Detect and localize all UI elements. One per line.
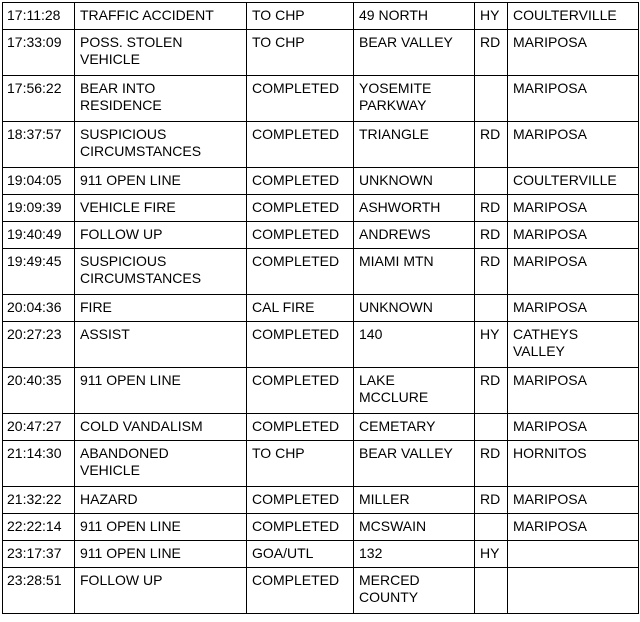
road-suffix-cell: HY — [475, 541, 508, 568]
location-cell: CEMETARY — [354, 414, 475, 441]
disposition-cell: COMPLETED — [247, 368, 354, 414]
location-cell: LAKE MCCLURE — [354, 368, 475, 414]
location-cell: ASHWORTH — [354, 195, 475, 222]
city-cell: MARIPOSA — [508, 76, 639, 122]
location-cell: BEAR VALLEY — [354, 441, 475, 487]
disposition-cell: TO CHP — [247, 441, 354, 487]
road-suffix-cell: RD — [475, 441, 508, 487]
disposition-cell: COMPLETED — [247, 76, 354, 122]
road-suffix-cell: RD — [475, 487, 508, 514]
disposition-cell: COMPLETED — [247, 122, 354, 168]
time-cell: 17:33:09 — [3, 30, 75, 76]
table-row — [3, 414, 639, 441]
call-type-cell: SUSPICIOUS CIRCUMSTANCES — [75, 249, 247, 295]
disposition-cell: COMPLETED — [247, 568, 354, 614]
time-cell: 17:11:28 — [3, 3, 75, 30]
call-type-cell: POSS. STOLEN VEHICLE — [75, 30, 247, 76]
table-row — [3, 295, 639, 322]
road-suffix-cell — [475, 514, 508, 541]
city-cell: HORNITOS — [508, 441, 639, 487]
road-suffix-cell: RD — [475, 249, 508, 295]
call-type-cell: 911 OPEN LINE — [75, 514, 247, 541]
call-type-cell: FIRE — [75, 295, 247, 322]
road-suffix-cell — [475, 568, 508, 614]
time-cell: 19:09:39 — [3, 195, 75, 222]
city-cell: MARIPOSA — [508, 249, 639, 295]
call-type-cell: ASSIST — [75, 322, 247, 368]
time-cell: 23:28:51 — [3, 568, 75, 614]
table-row — [3, 322, 639, 368]
location-cell: UNKNOWN — [354, 295, 475, 322]
table-row — [3, 514, 639, 541]
city-cell: COULTERVILLE — [508, 3, 639, 30]
time-cell: 20:40:35 — [3, 368, 75, 414]
location-cell: BEAR VALLEY — [354, 30, 475, 76]
city-cell: MARIPOSA — [508, 30, 639, 76]
disposition-cell: COMPLETED — [247, 322, 354, 368]
call-type-cell: TRAFFIC ACCIDENT — [75, 3, 247, 30]
location-cell: ANDREWS — [354, 222, 475, 249]
table-row — [3, 568, 639, 614]
city-cell: MARIPOSA — [508, 295, 639, 322]
table-row — [3, 76, 639, 122]
table-row — [3, 3, 639, 30]
road-suffix-cell — [475, 414, 508, 441]
location-cell: TRIANGLE — [354, 122, 475, 168]
disposition-cell: COMPLETED — [247, 249, 354, 295]
call-type-cell: ABANDONED VEHICLE — [75, 441, 247, 487]
call-type-cell: BEAR INTO RESIDENCE — [75, 76, 247, 122]
time-cell: 20:47:27 — [3, 414, 75, 441]
city-cell: MARIPOSA — [508, 414, 639, 441]
call-type-cell: COLD VANDALISM — [75, 414, 247, 441]
time-cell: 19:49:45 — [3, 249, 75, 295]
call-type-cell: 911 OPEN LINE — [75, 368, 247, 414]
disposition-cell: TO CHP — [247, 3, 354, 30]
time-cell: 17:56:22 — [3, 76, 75, 122]
city-cell: MARIPOSA — [508, 514, 639, 541]
city-cell — [508, 568, 639, 614]
call-type-cell: HAZARD — [75, 487, 247, 514]
road-suffix-cell: RD — [475, 195, 508, 222]
location-cell: YOSEMITE PARKWAY — [354, 76, 475, 122]
call-type-cell: VEHICLE FIRE — [75, 195, 247, 222]
call-type-cell: 911 OPEN LINE — [75, 168, 247, 195]
city-cell: MARIPOSA — [508, 487, 639, 514]
location-cell: MCSWAIN — [354, 514, 475, 541]
disposition-cell: COMPLETED — [247, 195, 354, 222]
table-row — [3, 168, 639, 195]
call-type-cell: FOLLOW UP — [75, 222, 247, 249]
table-row — [3, 30, 639, 76]
location-cell: MILLER — [354, 487, 475, 514]
time-cell: 20:27:23 — [3, 322, 75, 368]
disposition-cell: COMPLETED — [247, 487, 354, 514]
location-cell: 132 — [354, 541, 475, 568]
road-suffix-cell: RD — [475, 368, 508, 414]
call-type-cell: FOLLOW UP — [75, 568, 247, 614]
disposition-cell: COMPLETED — [247, 222, 354, 249]
time-cell: 20:04:36 — [3, 295, 75, 322]
table-row — [3, 222, 639, 249]
table-row — [3, 195, 639, 222]
time-cell: 22:22:14 — [3, 514, 75, 541]
location-cell: MERCED COUNTY — [354, 568, 475, 614]
location-cell: 140 — [354, 322, 475, 368]
road-suffix-cell — [475, 76, 508, 122]
road-suffix-cell — [475, 168, 508, 195]
city-cell: CATHEYS VALLEY — [508, 322, 639, 368]
table-row — [3, 249, 639, 295]
disposition-cell: CAL FIRE — [247, 295, 354, 322]
time-cell: 18:37:57 — [3, 122, 75, 168]
time-cell: 21:14:30 — [3, 441, 75, 487]
call-type-cell: SUSPICIOUS CIRCUMSTANCES — [75, 122, 247, 168]
road-suffix-cell: RD — [475, 30, 508, 76]
road-suffix-cell: HY — [475, 3, 508, 30]
location-cell: 49 NORTH — [354, 3, 475, 30]
location-cell: UNKNOWN — [354, 168, 475, 195]
table-row — [3, 487, 639, 514]
road-suffix-cell: RD — [475, 122, 508, 168]
city-cell: COULTERVILLE — [508, 168, 639, 195]
call-type-cell: 911 OPEN LINE — [75, 541, 247, 568]
road-suffix-cell — [475, 295, 508, 322]
disposition-cell: TO CHP — [247, 30, 354, 76]
disposition-cell: COMPLETED — [247, 414, 354, 441]
table-row — [3, 122, 639, 168]
location-cell: MIAMI MTN — [354, 249, 475, 295]
city-cell: MARIPOSA — [508, 368, 639, 414]
call-log-table — [2, 2, 639, 614]
disposition-cell: COMPLETED — [247, 514, 354, 541]
table-row — [3, 541, 639, 568]
time-cell: 19:04:05 — [3, 168, 75, 195]
call-log-body — [3, 3, 639, 614]
table-row — [3, 441, 639, 487]
table-row — [3, 368, 639, 414]
road-suffix-cell: RD — [475, 222, 508, 249]
city-cell — [508, 541, 639, 568]
disposition-cell: GOA/UTL — [247, 541, 354, 568]
disposition-cell: COMPLETED — [247, 168, 354, 195]
time-cell: 19:40:49 — [3, 222, 75, 249]
city-cell: MARIPOSA — [508, 195, 639, 222]
road-suffix-cell: HY — [475, 322, 508, 368]
time-cell: 21:32:22 — [3, 487, 75, 514]
city-cell: MARIPOSA — [508, 122, 639, 168]
city-cell: MARIPOSA — [508, 222, 639, 249]
time-cell: 23:17:37 — [3, 541, 75, 568]
